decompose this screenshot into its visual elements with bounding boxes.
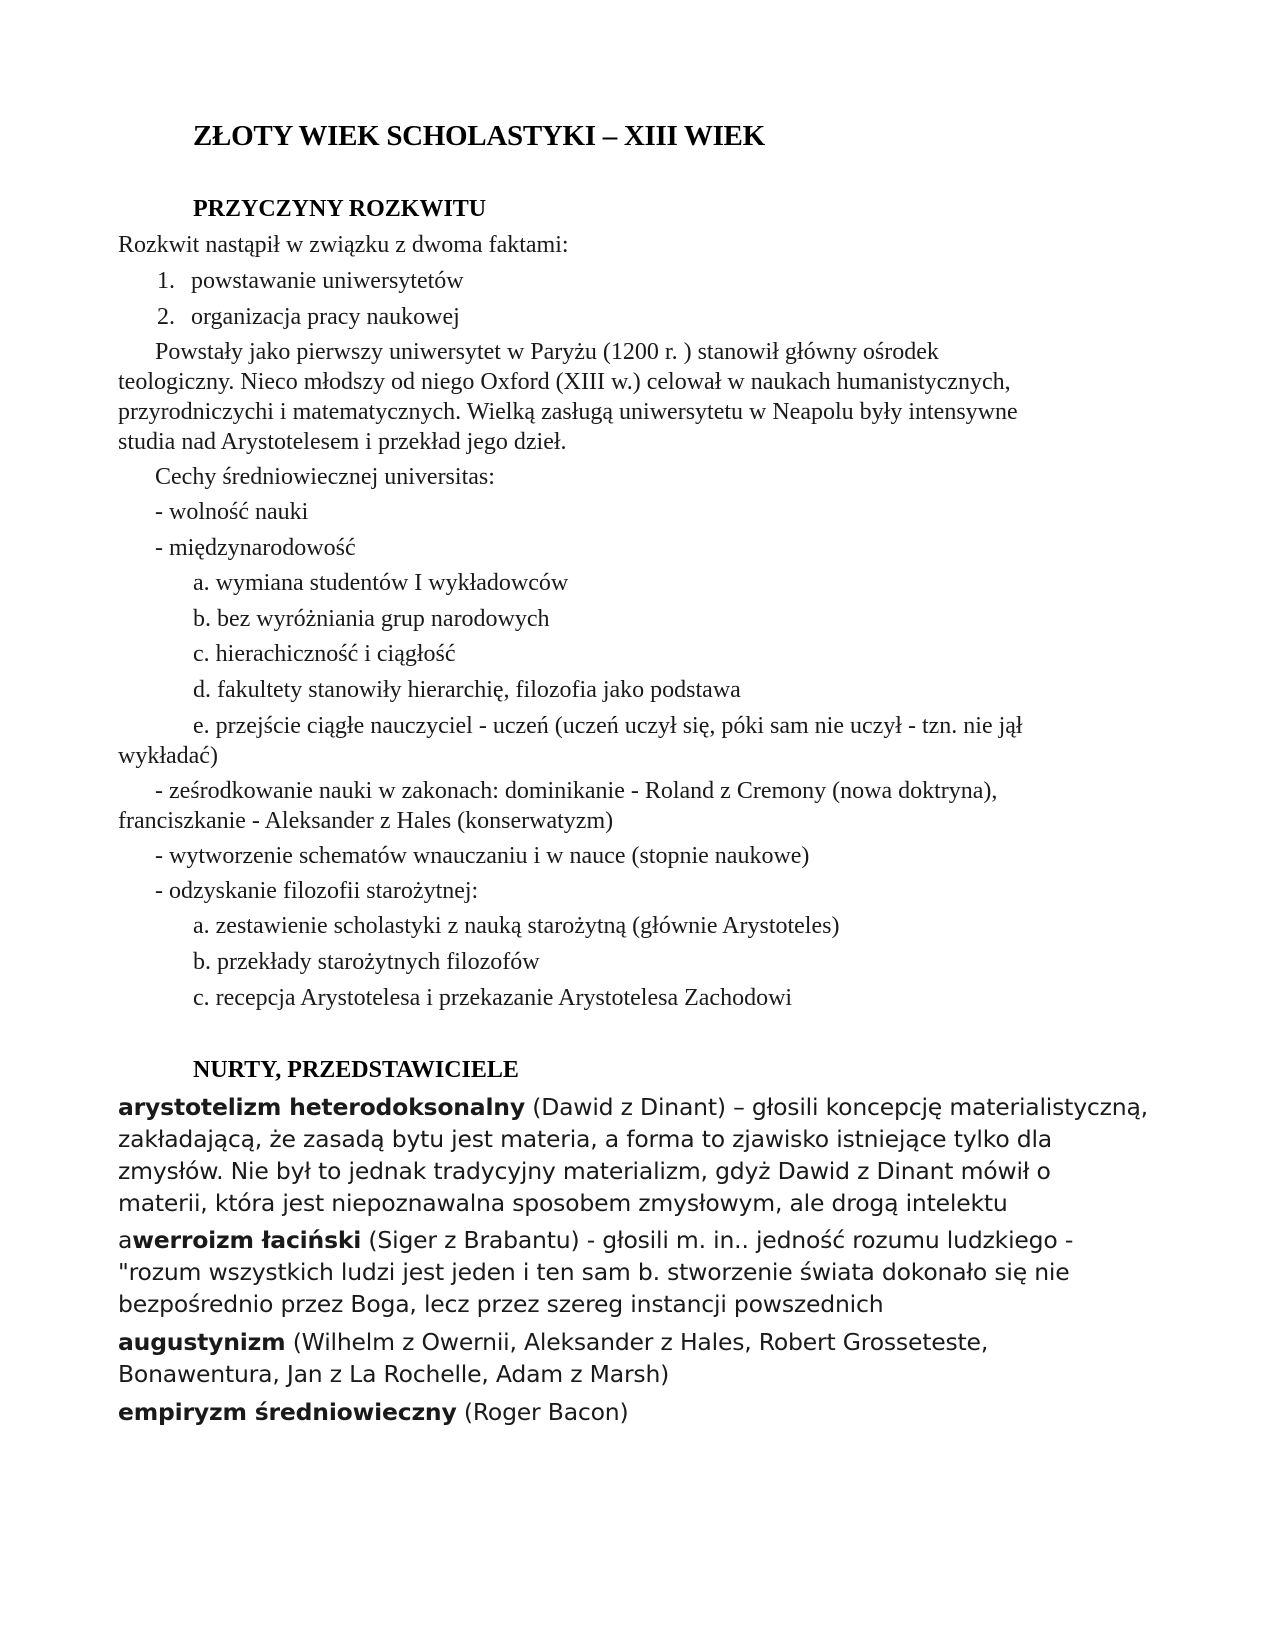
document-title: ZŁOTY WIEK SCHOLASTYKI – XIII WIEK xyxy=(193,120,765,152)
list-text: organizacja pracy naukowej xyxy=(191,304,460,330)
sub-item: c. hierachiczność i ciągłość xyxy=(193,641,456,667)
sub-item-continuation: wykładać) xyxy=(118,743,218,769)
entry-text: (Dawid z Dinant) – głosili koncepcję materialistyczną, xyxy=(524,1093,1148,1121)
sub-item: b. przekłady starożytnych filozofów xyxy=(193,949,540,975)
sub-item: a. wymiana studentów I wykładowców xyxy=(193,570,569,596)
section-heading-currents: NURTY, PRZEDSTAWICIELE xyxy=(193,1057,519,1083)
entry-prefix: a xyxy=(118,1226,133,1254)
entry-term: augustynizm xyxy=(118,1328,286,1356)
features-intro: Cechy średniowiecznej universitas: xyxy=(155,464,495,490)
sub-item: a. zestawienie scholastyki z nauką starożytną (głównie Arystoteles) xyxy=(193,913,840,939)
section-heading-causes: PRZYCZYNY ROZKWITU xyxy=(193,196,487,222)
paragraph-line: studia nad Arystotelesem i przekład jego dzieł. xyxy=(118,429,567,455)
entry-line xyxy=(118,1091,1148,1124)
list-item xyxy=(157,302,460,332)
entry-term: empiryzm średniowieczny xyxy=(118,1398,457,1426)
list-number: 2. xyxy=(157,304,175,330)
feature-item: - ześrodkowanie nauki w zakonach: dominikanie - Roland z Cremony (nowa doktryna), xyxy=(155,778,998,804)
entry-line xyxy=(118,1396,628,1429)
list-item xyxy=(157,266,464,296)
paragraph-line: Powstały jako pierwszy uniwersytet w Paryżu (1200 r. ) stanowił główny ośrodek xyxy=(155,339,939,365)
entry-line: "rozum wszystkich ludzi jest jeden i ten sam b. stworzenie świata dokonało się nie xyxy=(118,1258,1070,1286)
feature-item: - międzynarodowość xyxy=(155,535,356,561)
sub-item: c. recepcja Arystotelesa i przekazanie Arystotelesa Zachodowi xyxy=(193,985,793,1011)
sub-item: b. bez wyróżniania grup narodowych xyxy=(193,606,550,632)
entry-line: Bonawentura, Jan z La Rochelle, Adam z Marsh) xyxy=(118,1360,670,1388)
entry-line xyxy=(118,1224,1073,1257)
entry-line: zakładającą, że zasadą bytu jest materia, a forma to zjawisko istniejące tylko dla xyxy=(118,1125,1053,1153)
entry-term: arystotelizm heterodoksonalny xyxy=(118,1093,525,1121)
sub-item: e. przejście ciągłe nauczyciel - uczeń (uczeń uczył się, póki sam nie uczył - tzn. nie jął xyxy=(193,713,1023,739)
paragraph-line: przyrodniczychi i matematycznych. Wielką zasługą uniwersytetu w Neapolu były intensywne xyxy=(118,399,1018,425)
entry-text: (Wilhelm z Owernii, Aleksander z Hales, Robert Grosseteste, xyxy=(285,1328,989,1356)
entry-term: werroizm łaciński xyxy=(132,1226,362,1254)
entry-text: (Siger z Brabantu) - głosili m. in.. jedność rozumu ludzkiego - xyxy=(361,1226,1074,1254)
sub-item: d. fakultety stanowiły hierarchię, filozofia jako podstawa xyxy=(193,677,741,703)
feature-item: - wytworzenie schematów wnauczaniu i w nauce (stopnie naukowe) xyxy=(155,843,810,869)
intro-text: Rozkwit nastąpił w związku z dwoma faktami: xyxy=(118,232,569,258)
paragraph-line: teologiczny. Nieco młodszy od niego Oxford (XIII w.) celował w naukach humanistycznych, xyxy=(118,369,1011,395)
entry-line: zmysłów. Nie był to jednak tradycyjny materializm, gdyż Dawid z Dinant mówił o xyxy=(118,1157,1051,1185)
list-text: powstawanie uniwersytetów xyxy=(191,268,464,294)
feature-item: - wolność nauki xyxy=(155,499,309,525)
entry-line: materii, która jest niepoznawalna sposobem zmysłowym, ale drogą intelektu xyxy=(118,1189,1008,1217)
feature-item: - odzyskanie filozofii starożytnej: xyxy=(155,878,479,904)
entry-line xyxy=(118,1326,988,1359)
list-number: 1. xyxy=(157,268,175,294)
feature-item-continuation: franciszkanie - Aleksander z Hales (konserwatyzm) xyxy=(118,808,614,834)
entry-line: bezpośrednio przez Boga, lecz przez szereg instancji powszednich xyxy=(118,1290,884,1318)
entry-text: (Roger Bacon) xyxy=(456,1398,629,1426)
